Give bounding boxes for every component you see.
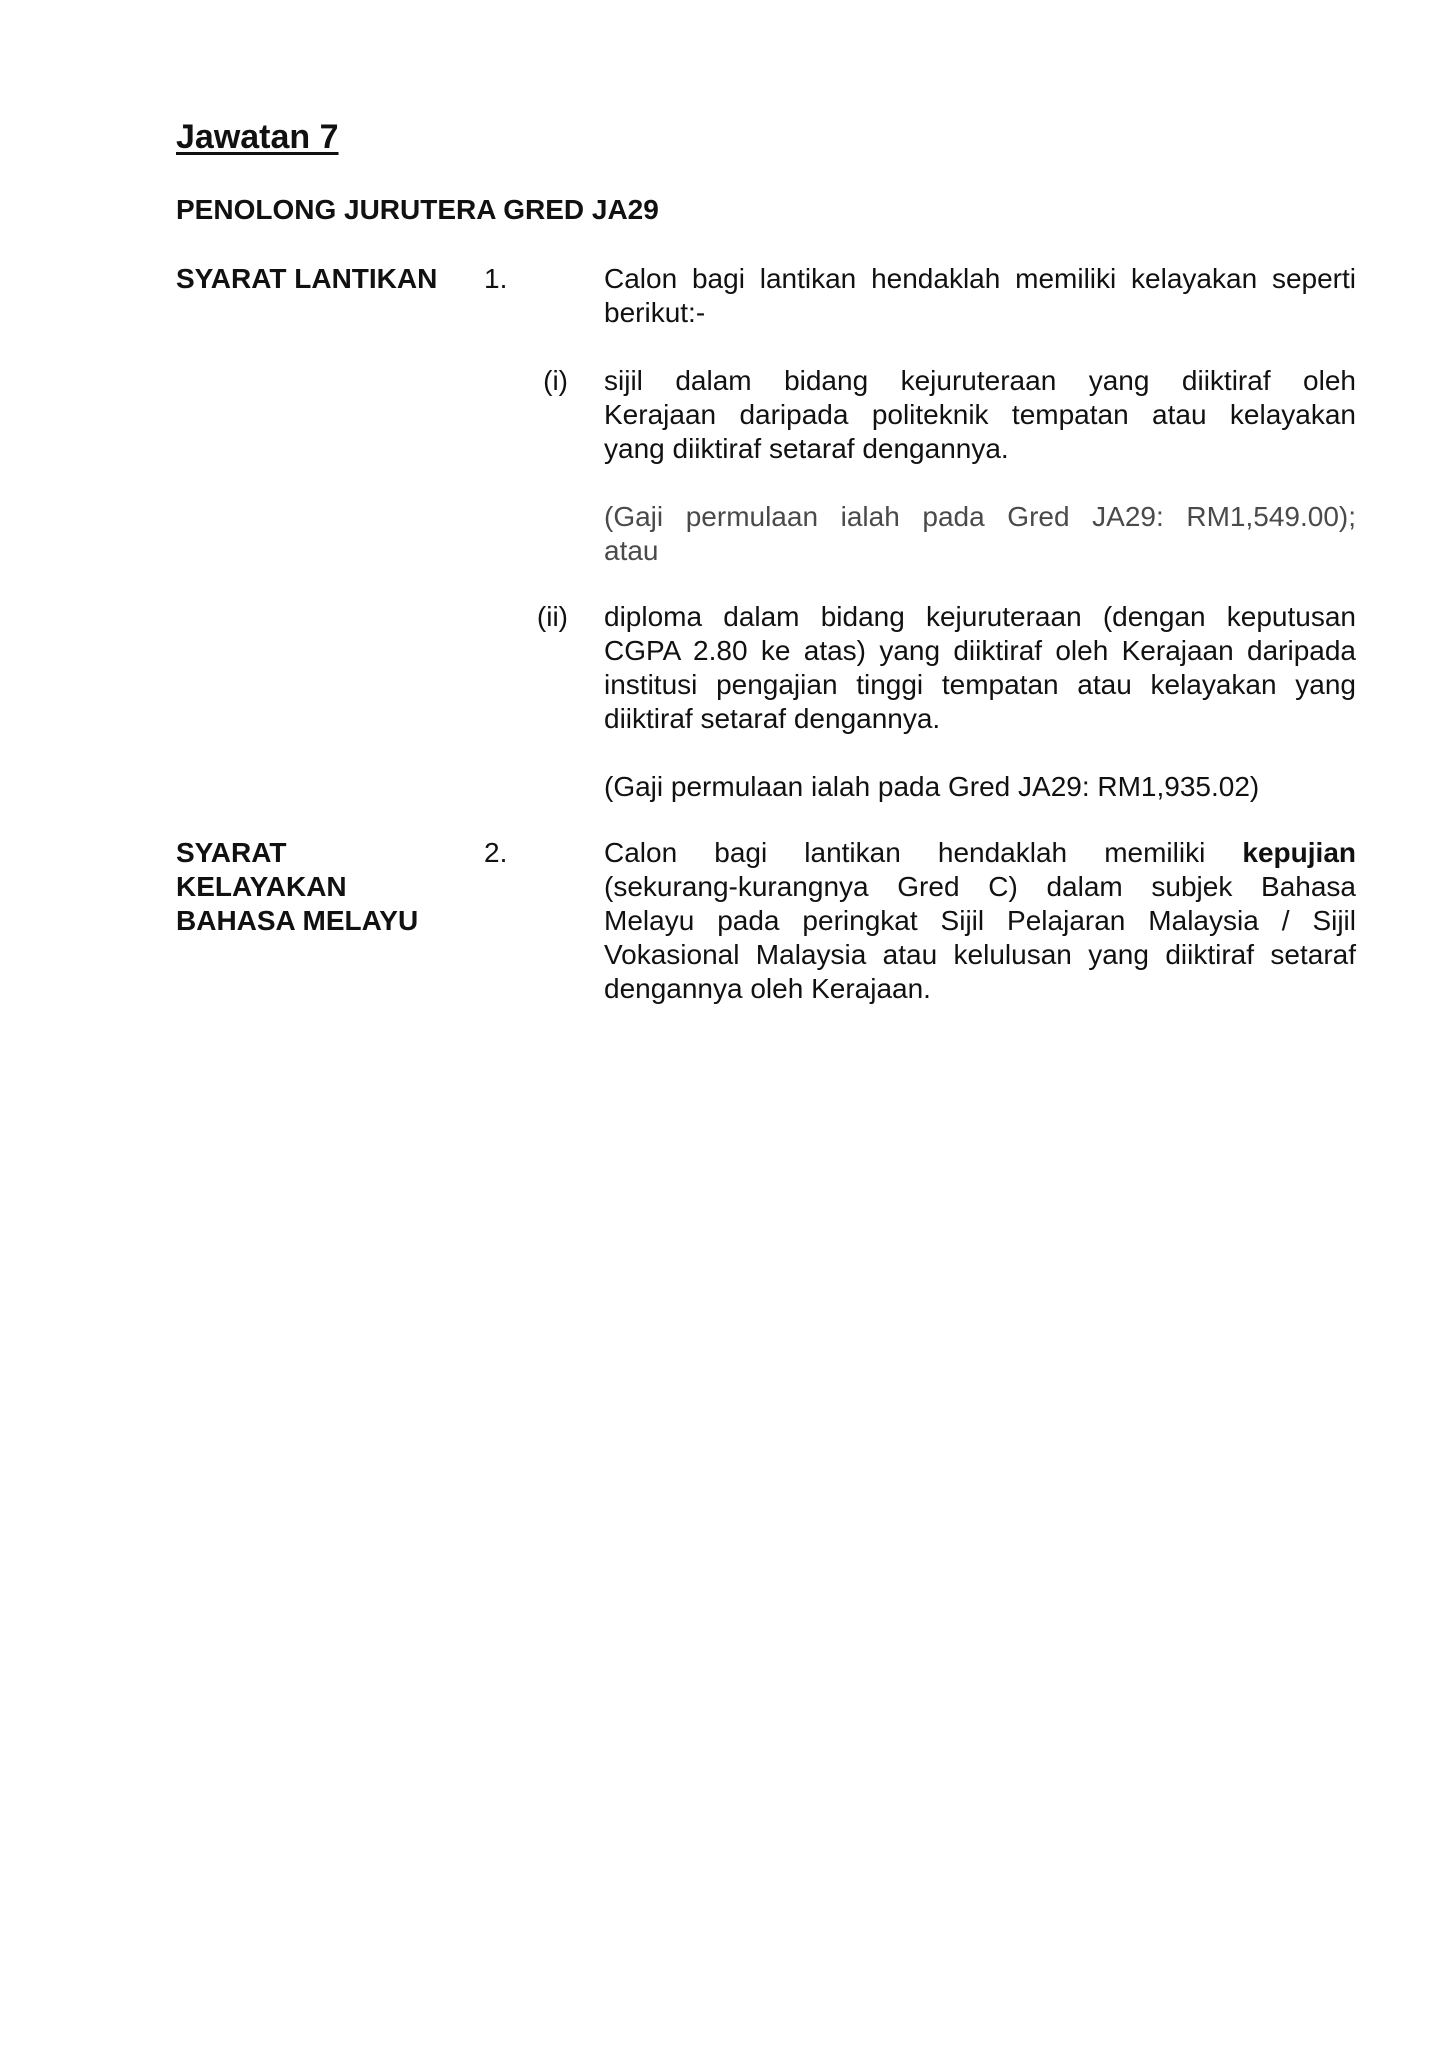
item-marker-i: (i)	[543, 365, 568, 396]
section-label-syarat-bahasa	[176, 836, 418, 938]
post-title: PENOLONG JURUTERA GRED JA29	[176, 194, 659, 225]
paragraph-line: CGPA 2.80 ke atas) yang diiktiraf oleh Kerajaan daripada	[604, 635, 1356, 666]
paragraph-line: institusi pengajian tinggi tempatan atau kelayakan yang	[604, 669, 1356, 700]
paragraph-line: (Gaji permulaan ialah pada Gred JA29: RM1,935.02)	[604, 771, 1260, 802]
section-label-line: BAHASA MELAYU	[176, 905, 419, 936]
paragraph-line: Calon bagi lantikan hendaklah memiliki kelayakan seperti	[604, 263, 1356, 294]
section-label-line: SYARAT	[176, 837, 287, 868]
item-marker-ii: (ii)	[536, 601, 568, 632]
paragraph-line: berikut:-	[604, 297, 706, 328]
paragraph-line: Vokasional Malaysia atau kelulusan yang diiktiraf setaraf	[604, 939, 1356, 970]
paragraph-line: (sekurang-kurangnya Gred C) dalam subjek Bahasa	[604, 871, 1356, 902]
paragraph-line: dengannya oleh Kerajaan.	[604, 973, 931, 1004]
bahasa-paragraph	[604, 836, 1356, 1006]
section-number-1: 1.	[484, 263, 508, 294]
paragraph-line: atau	[604, 535, 659, 566]
intro-paragraph	[604, 262, 1356, 330]
emphasis-kepujian: kepujian	[1242, 837, 1356, 868]
item-i-paragraph	[604, 364, 1356, 466]
paragraph-line	[604, 836, 1356, 870]
paragraph-line: diploma dalam bidang kejuruteraan (dengan keputusan	[604, 601, 1356, 632]
section-label-line: KELAYAKAN	[176, 871, 347, 902]
section-number-2: 2.	[484, 837, 508, 868]
section-label-text: SYARAT LANTIKAN	[176, 263, 438, 294]
item-ii-salary-note	[604, 770, 1356, 804]
paragraph-line: diiktiraf setaraf dengannya.	[604, 703, 941, 734]
section-label-syarat-lantikan	[176, 262, 437, 296]
post-heading: Jawatan 7	[176, 118, 339, 156]
item-ii-paragraph	[604, 600, 1356, 736]
paragraph-line: (Gaji permulaan ialah pada Gred JA29: RM1,549.00);	[604, 501, 1356, 532]
paragraph-line: Kerajaan daripada politeknik tempatan atau kelayakan	[604, 399, 1356, 430]
paragraph-text: Calon bagi lantikan hendaklah memiliki	[604, 837, 1206, 868]
paragraph-line: sijil dalam bidang kejuruteraan yang diiktiraf oleh	[604, 365, 1356, 396]
paragraph-line: Melayu pada peringkat Sijil Pelajaran Malaysia / Sijil	[604, 905, 1356, 936]
item-i-salary-note	[604, 500, 1356, 568]
paragraph-line: yang diiktiraf setaraf dengannya.	[604, 433, 1009, 464]
